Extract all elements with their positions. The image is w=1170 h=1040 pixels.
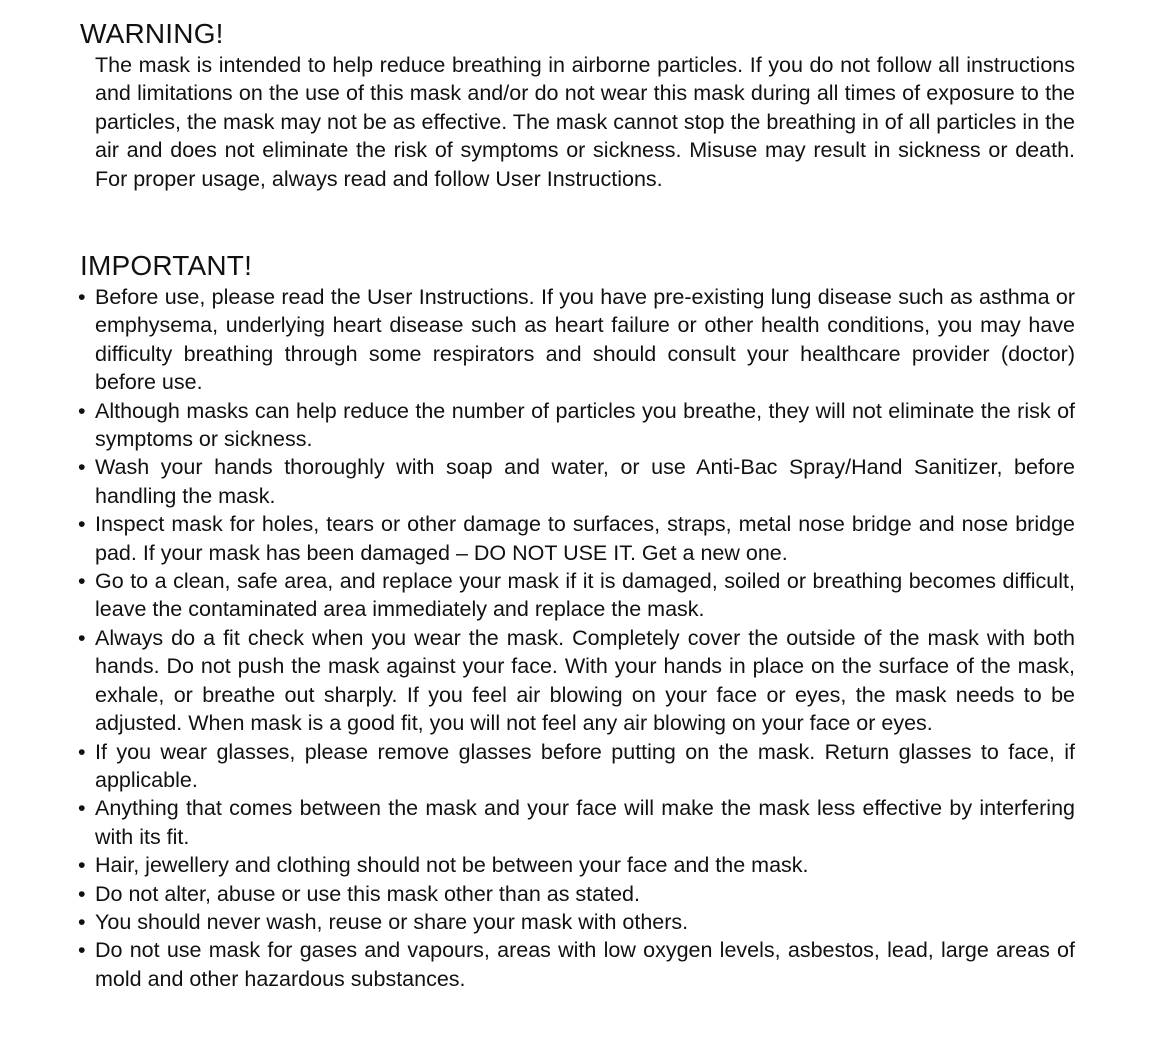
list-item-text: Do not alter, abuse or use this mask other than as stated. (95, 881, 640, 906)
important-list (78, 283, 1075, 993)
list-item-text: Always do a fit check when you wear the mask. Completely cover the outside of the mask with both hands. Do not push the mask against your face. With your hands in place on the surface of the mask, exhale, or breathe out sharply. If you feel air blowing on your face or eyes, the mask needs to be adjusted. When mask is a good fit, you will not feel any air blowing on your face or eyes. (95, 625, 1075, 736)
bullet-icon: • (78, 625, 86, 650)
list-item-text: Go to a clean, safe area, and replace your mask if it is damaged, soiled or breathing becomes difficult, leave the contaminated area immediately and replace the mask. (95, 569, 1075, 622)
list-item (78, 880, 1075, 908)
bullet-icon: • (78, 512, 86, 537)
list-item-text: Inspect mask for holes, tears or other damage to surfaces, straps, metal nose bridge and nose bridge pad. If your mask has been damaged – DO NOT USE IT. Get a new one. (95, 512, 1075, 565)
list-item (78, 936, 1075, 993)
list-item (78, 453, 1075, 510)
list-item-text: Hair, jewellery and clothing should not be between your face and the mask. (95, 853, 809, 878)
list-item-text: You should never wash, reuse or share your mask with others. (95, 909, 689, 934)
list-item (78, 283, 1075, 397)
list-item (78, 738, 1075, 795)
bullet-icon: • (78, 285, 86, 309)
bullet-icon: • (78, 796, 86, 821)
bullet-icon: • (78, 853, 86, 878)
list-item-text: Do not use mask for gases and vapours, areas with low oxygen levels, asbestos, lead, large areas of mold and other hazardous substances. (95, 938, 1075, 991)
bullet-icon: • (78, 909, 86, 934)
list-item-text: Wash your hands thoroughly with soap and water, or use Anti-Bac Spray/Hand Sanitizer, before handling the mask. (95, 455, 1075, 508)
bullet-icon: • (78, 938, 86, 963)
list-item (78, 397, 1075, 454)
list-item (78, 624, 1075, 738)
bullet-icon: • (78, 398, 86, 423)
list-item-text: Although masks can help reduce the number of particles you breathe, they will not eliminate the risk of symptoms or sickness. (95, 398, 1075, 452)
warning-paragraph: The mask is intended to help reduce breathing in airborne particles. If you do not follow all instructions and limitations on the use of this mask and/or do not wear this mask during all times of exposure to the particles, the mask may not be as effective. The mask cannot stop the breathing in of all particles in the air and does not eliminate the risk of symptoms or sickness. Misuse may result in sickness or death. For proper usage, always read and follow User Instructions. (95, 53, 1075, 191)
bullet-icon: • (78, 569, 86, 594)
warning-heading: WARNING! (80, 18, 224, 49)
list-item-text: Anything that comes between the mask and your face will make the mask less effective by interfering with its fit. (95, 796, 1075, 849)
list-item (78, 794, 1075, 851)
important-heading: IMPORTANT! (80, 250, 253, 281)
list-item-text: Before use, please read the User Instructions. If you have pre-existing lung disease such as asthma or emphysema, underlying heart disease such as heart failure or other health conditions, you may have difficulty breathing through some respirators and should consult your healthcare provider (doctor) before use. (95, 285, 1075, 395)
bullet-icon: • (78, 739, 86, 764)
list-item (78, 567, 1075, 624)
list-item (78, 851, 1075, 879)
bullet-icon: • (78, 881, 86, 906)
list-item (78, 908, 1075, 936)
list-item-text: If you wear glasses, please remove glasses before putting on the mask. Return glasses to face, if applicable. (95, 739, 1075, 792)
bullet-icon: • (78, 455, 86, 480)
list-item (78, 510, 1075, 567)
